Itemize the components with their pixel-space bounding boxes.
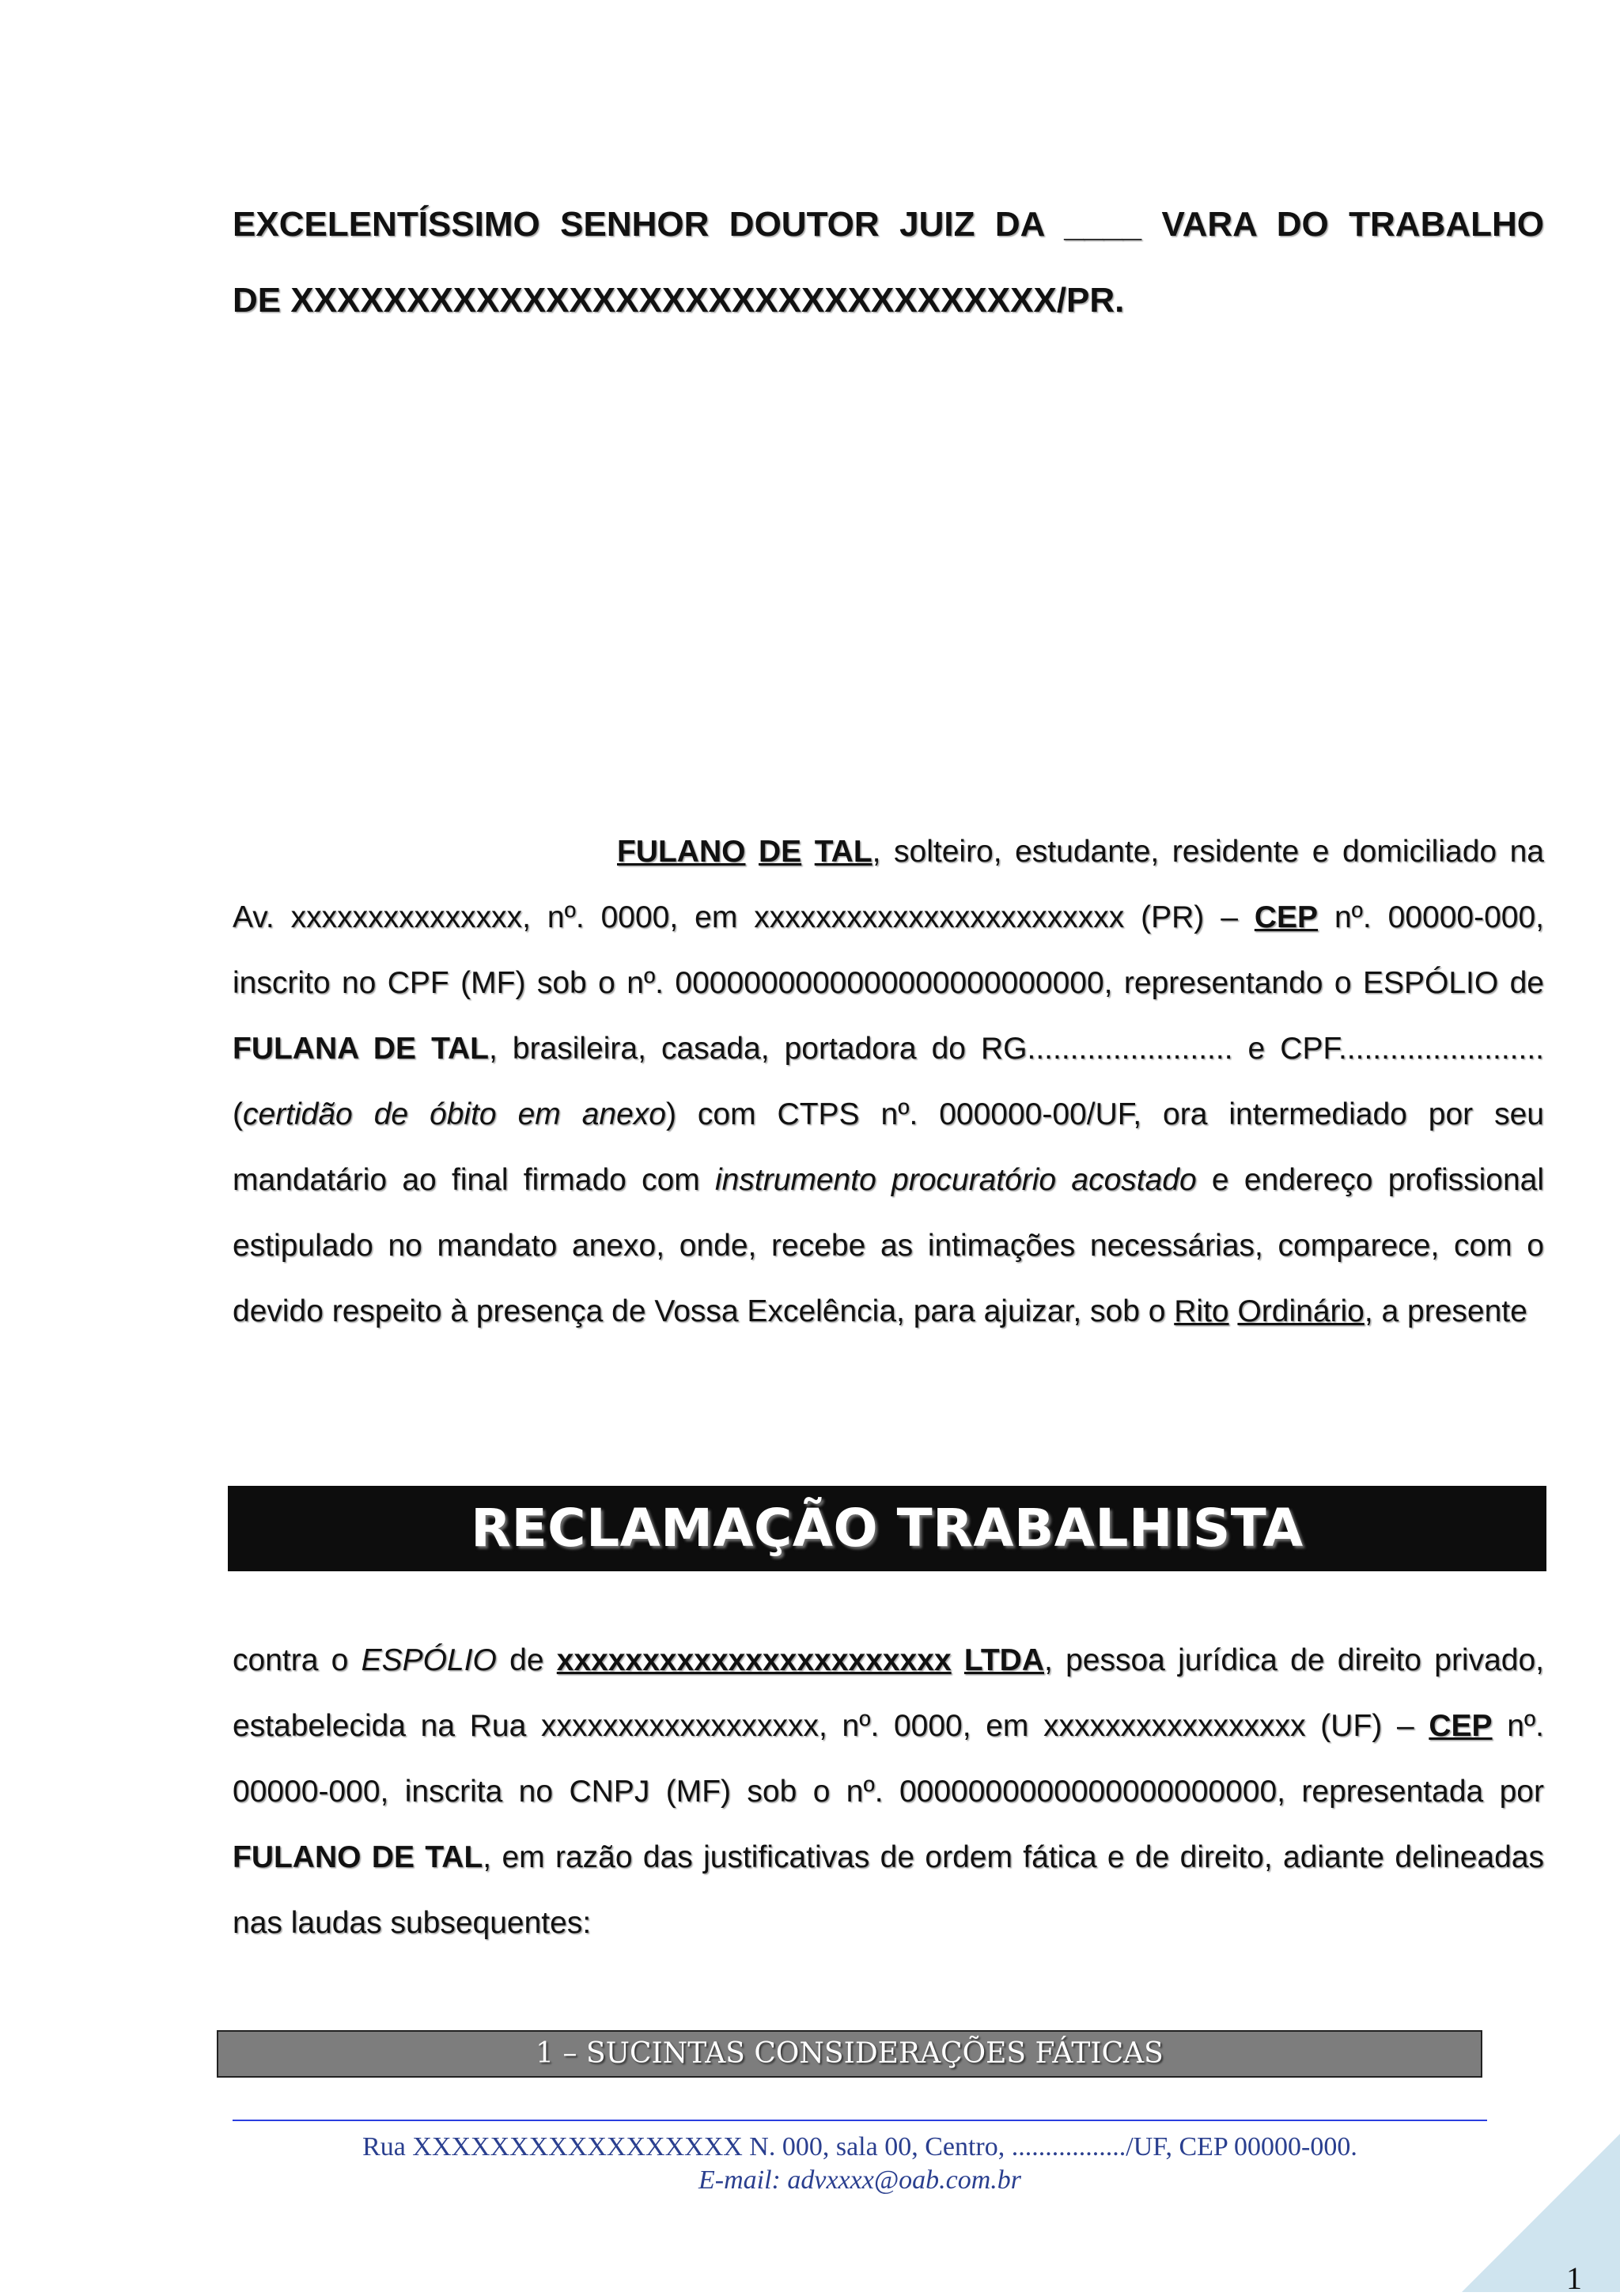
intro-paragraph (233, 819, 1544, 1344)
cep-label: CEP (1254, 900, 1319, 934)
plaintiff-name-2: DE (759, 835, 802, 869)
section-heading-1: 1 – SUCINTAS CONSIDERAÇÕES FÁTICAS (217, 2030, 1482, 2078)
footer-address: Rua XXXXXXXXXXXXXXXXX N. 000, sala 00, Centro, ................./UF, CEP 00000-000. (362, 2132, 1357, 2161)
contra-text-3: , pessoa jurídica de direito privado, estabelecida na Rua xxxxxxxxxxxxxxxxxx, nº. 0000, em xxxxxxxxxxxxxxxxx (UF) – (233, 1643, 1544, 1743)
intro-text-4: ) com CTPS nº. 000000-00/UF, ora intermediado por seu mandatário ao final firmado com (233, 1097, 1544, 1197)
intro-text-5: e endereço profissional estipulado no mandato anexo, onde, recebe as intimações necessárias, comparece, com o devido respeito à presença de Vossa Excelência, para ajuizar, sob o (233, 1163, 1545, 1328)
deceased-name: FULANA DE TAL (233, 1032, 490, 1066)
company-name: xxxxxxxxxxxxxxxxxxxxxxx (556, 1643, 952, 1677)
plaintiff-name-3: TAL (814, 835, 872, 869)
court-address-heading (233, 187, 1544, 339)
contra-text-2: de (496, 1643, 557, 1677)
heading-line-1: EXCELENTÍSSIMO SENHOR DOUTOR JUIZ DA ____ VARA DO TRABALHO (233, 205, 1544, 244)
plaintiff-name-1: FULANO (617, 835, 746, 869)
power-of-attorney-note: instrumento procuratório acostado (715, 1163, 1197, 1197)
rito-word: Rito (1174, 1294, 1229, 1328)
death-certificate-note: certidão de óbito em anexo (243, 1097, 666, 1131)
footer-divider (233, 2120, 1487, 2121)
cep-label-2: CEP (1429, 1709, 1493, 1743)
contra-text-4: nº. 00000-000, inscrita no CNPJ (MF) sob o nº. 0000000000000000000000, representada por (233, 1709, 1544, 1809)
document-title: RECLAMAÇÃO TRABALHISTA (228, 1486, 1546, 1571)
page-number: 1 (1566, 2260, 1582, 2296)
footer-email: E-mail: advxxxx@oab.com.br (698, 2165, 1021, 2195)
ordinario-word: Ordinário (1237, 1294, 1365, 1328)
espolio-word: ESPÓLIO (361, 1643, 497, 1677)
heading-line-2: DE XXXXXXXXXXXXXXXXXXXXXXXXXXXXXXXXX/PR. (233, 281, 1125, 320)
company-suffix: LTDA (963, 1643, 1045, 1677)
intro-text-3: , brasileira, casada, portadora do RG........................ e CPF........................ ( (233, 1032, 1545, 1131)
contra-text-1: contra o (233, 1643, 361, 1677)
intro-text-1: , solteiro, estudante, residente e domiciliado na Av. xxxxxxxxxxxxxxx, nº. 0000, em xxxxxxxxxxxxxxxxxxxxxxxx (PR) – (233, 835, 1544, 934)
intro-text-2: nº. 00000-000, inscrito no CPF (MF) sob o nº. 0000000000000000000000000, representando o ESPÓLIO de (233, 900, 1544, 1000)
representative-name: FULANO DE TAL (233, 1840, 483, 1874)
contra-text-5: , em razão das justificativas de ordem fática e de direito, adiante delineadas nas laudas subsequentes: (233, 1840, 1544, 1940)
intro-text-6: , a presente (1364, 1294, 1527, 1328)
defendant-paragraph (233, 1627, 1544, 1956)
